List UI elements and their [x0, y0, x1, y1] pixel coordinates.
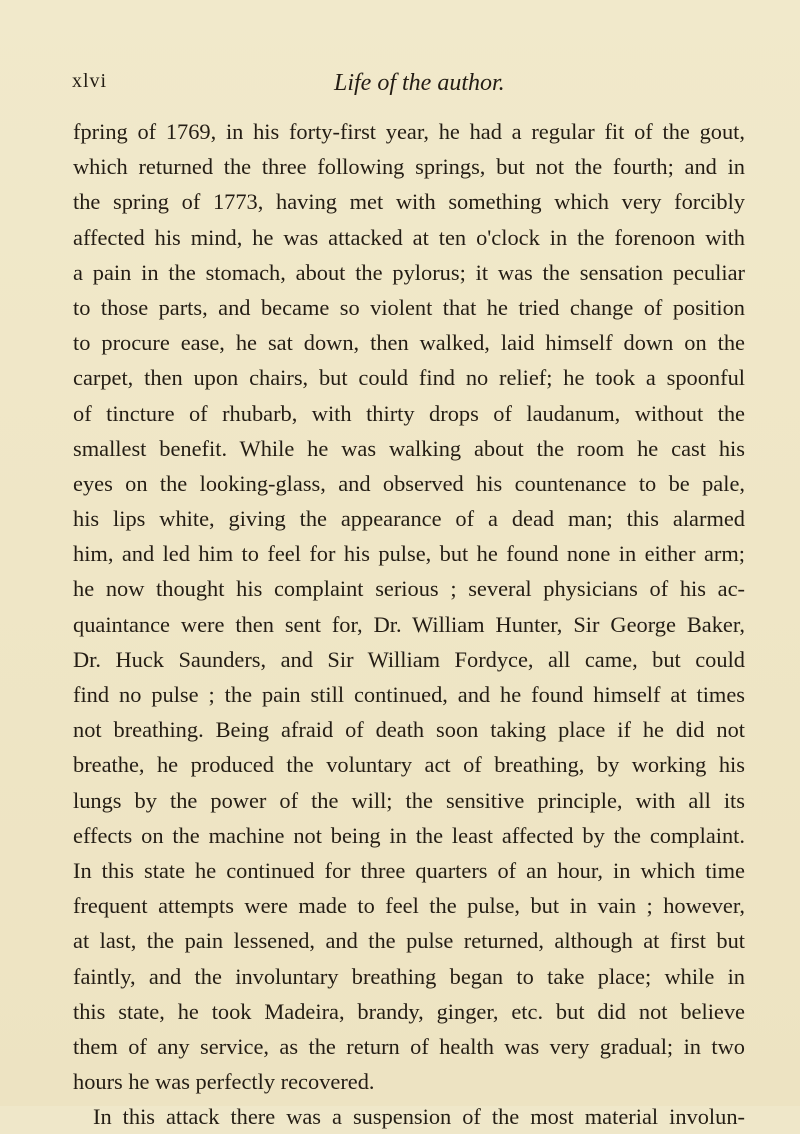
text-line: find no pulse ; the pain still continued, and he found himself at times: [73, 682, 745, 707]
paragraph-start-line: In this attack there was a suspension of the most material involun-: [93, 1104, 745, 1130]
text-line: In this state he continued for three quarters of an hour, in which time: [73, 857, 745, 883]
text-line: at last, the pain lessened, and the pulse returned, although at first but: [73, 928, 745, 954]
text-line: effects on the machine not being in the least affected by the complaint.: [73, 822, 745, 848]
text-line: lungs by the power of the will; the sensitive principle, with all its: [73, 787, 745, 813]
text-line: his lips white, giving the appearance of a dead man; this alarmed: [73, 506, 745, 532]
text-line: of tincture of rhubarb, with thirty drops of laudanum, without the: [73, 400, 745, 426]
text-line: eyes on the looking-glass, and observed his countenance to be pale,: [73, 470, 745, 496]
text-line: the spring of 1773, having met with something which very forcibly: [73, 189, 745, 215]
running-head: Life of the author.: [334, 70, 505, 96]
text-line: breathe, he produced the voluntary act of breathing, by working his: [73, 752, 745, 778]
paragraph-end-line: hours he was perfectly recovered.: [73, 1069, 375, 1095]
page-number: xlvi: [72, 70, 108, 92]
text-line: affected his mind, he was attacked at ten o'clock in the forenoon with: [73, 224, 745, 250]
text-line: Dr. Huck Saunders, and Sir William Fordyce, all came, but could: [73, 646, 745, 672]
text-line: a pain in the stomach, about the pylorus; it was the sensation peculiar: [73, 259, 745, 285]
text-line: this state, he took Madeira, brandy, ginger, etc. but did not believe: [73, 998, 745, 1024]
text-line: him, and led him to feel for his pulse, but he found none in either arm;: [73, 541, 745, 567]
page-header: [72, 70, 742, 104]
text-line: not breathing. Being afraid of death soon taking place if he did not: [73, 717, 745, 743]
text-line: he now thought his complaint serious ; several physicians of his ac-: [73, 576, 745, 602]
text-line: them of any service, as the return of health was very gradual; in two: [73, 1033, 745, 1059]
text-line: fpring of 1769, in his forty-first year, he had a regular fit of the gout,: [73, 119, 745, 144]
text-line: to those parts, and became so violent that he tried change of position: [73, 294, 745, 320]
text-line: which returned the three following springs, but not the fourth; and in: [73, 154, 745, 180]
text-line: carpet, then upon chairs, but could find no relief; he took a spoonful: [73, 365, 745, 391]
text-line: quaintance were then sent for, Dr. William Hunter, Sir George Baker,: [73, 611, 745, 637]
text-line: frequent attempts were made to feel the pulse, but in vain ; however,: [73, 893, 745, 919]
body-text: [73, 114, 745, 1134]
text-line: to procure ease, he sat down, then walked, laid himself down on the: [73, 330, 745, 356]
text-line: faintly, and the involuntary breathing began to take place; while in: [73, 963, 745, 989]
text-line: smallest benefit. While he was walking about the room he cast his: [73, 435, 745, 461]
